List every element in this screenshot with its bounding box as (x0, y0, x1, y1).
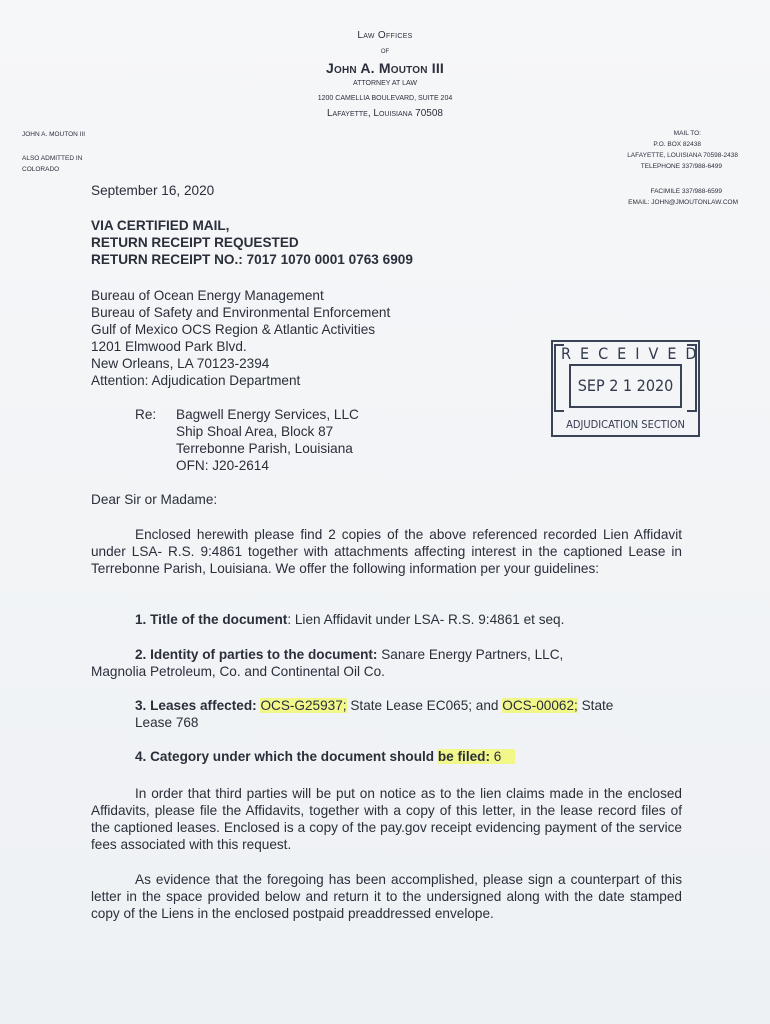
filing-paragraph: In order that third parties will be put on notice as to the lien claims made in the enclosed Affidavits, please file the Affidavits, together with a copy of this letter, in the lease record files of the captioned leases. Enclosed is a copy of the pay.gov receipt evidencing payment of the service fees associated with this request. (91, 786, 682, 852)
right-side-email: EMAIL: JOHN@JMOUTONLAW.COM (628, 199, 738, 206)
stamp-date: SEP 2 1 2020 (569, 364, 682, 408)
recipient-line: Bureau of Safety and Environmental Enforcement (91, 305, 391, 320)
item-1-label: 1. Title of the document (135, 612, 288, 627)
re-line: Bagwell Energy Services, LLC (176, 407, 359, 422)
re-line: Ship Shoal Area, Block 87 (176, 424, 334, 439)
right-side-facsimile: FACIMILE 337/988-6599 (650, 188, 722, 195)
recipient-line: 1201 Elmwood Park Blvd. (91, 339, 247, 354)
item-3-end: State (577, 698, 614, 713)
letter-date: September 16, 2020 (91, 183, 215, 198)
item-2-continuation: Magnolia Petroleum, Co. and Continental Oil Co. (91, 664, 385, 679)
recipient-line: New Orleans, LA 70123-2394 (91, 356, 270, 371)
recipient-line: Attention: Adjudication Department (91, 373, 301, 388)
salutation: Dear Sir or Madame: (91, 492, 218, 507)
item-3-label: 3. Leases affected: (135, 698, 257, 713)
item-2-text: Sanare Energy Partners, LLC, (377, 647, 564, 662)
right-side-telephone: TELEPHONE 337/988-6499 (640, 163, 722, 170)
letterhead-address1: 1200 CAMELLIA BOULEVARD, SUITE 204 (317, 95, 453, 102)
letterhead-of: of (380, 46, 390, 55)
received-stamp (551, 340, 706, 437)
left-side-name: JOHN A. MOUTON III (22, 131, 86, 138)
highlight-lease-2: OCS-00062; (502, 698, 578, 713)
letterhead-attorney: ATTORNEY AT LAW (352, 80, 418, 87)
intro-paragraph: Enclosed herewith please find 2 copies of the above referenced recorded Lien Affidavit under LSA- R.S. 9:4861 together with attachments affecting interest in the captioned Lease in Terrebonne Parish, Louisiana. We offer the following information per your guidelines: (91, 527, 682, 576)
right-side-city: LAFAYETTE, LOUISIANA 70598-2438 (627, 152, 738, 159)
stamp-received: RECEIVED (561, 344, 706, 363)
re-label: Re: (135, 407, 157, 422)
item-4-value: 6 (490, 749, 515, 764)
item-category (135, 748, 515, 765)
re-line: OFN: J20-2614 (176, 458, 269, 473)
stamp-section: ADJUDICATION SECTION (566, 418, 685, 431)
letterhead-name: John A. Mouton III (325, 60, 445, 76)
highlight-lease-1: OCS-G25937; (260, 698, 347, 713)
letterhead-law-offices: Law Offices (357, 30, 413, 41)
item-3-mid: State Lease EC065; and (346, 698, 503, 713)
item-1-text: : Lien Affidavit under LSA- R.S. 9:4861 et seq. (287, 612, 565, 627)
item-title-of-document (135, 611, 564, 628)
via-line3: RETURN RECEIPT NO.: 7017 1070 0001 0763 6909 (91, 252, 413, 267)
item-3-continuation: Lease 768 (135, 715, 199, 730)
re-line: Terrebonne Parish, Louisiana (176, 441, 353, 456)
left-side-state: COLORADO (22, 166, 60, 173)
right-side-po-box: P.O. BOX 82438 (653, 141, 701, 148)
recipient-line: Gulf of Mexico OCS Region & Atlantic Activities (91, 322, 376, 337)
via-line1: VIA CERTIFIED MAIL, (91, 218, 230, 233)
item-identity-of-parties (135, 646, 563, 663)
via-line2: RETURN RECEIPT REQUESTED (91, 235, 299, 250)
letterhead-address2: Lafayette, Louisiana 70508 (327, 108, 443, 119)
item-leases-affected (135, 697, 613, 714)
item-4-label: 4. Category under which the document should (135, 749, 438, 764)
item-2-label: 2. Identity of parties to the document: (135, 647, 378, 662)
right-side-mail-to: MAIL TO: (673, 130, 701, 137)
left-side-admitted: ALSO ADMITTED IN (22, 155, 83, 162)
highlight-be-filed: be filed: (437, 749, 490, 764)
evidence-paragraph: As evidence that the foregoing has been accomplished, please sign a counterpart of this letter in the space provided below and return it to the undersigned along with the date stamped copy of the Liens in the enclosed postpaid preaddressed envelope. (91, 872, 682, 921)
recipient-line: Bureau of Ocean Energy Management (91, 288, 324, 303)
